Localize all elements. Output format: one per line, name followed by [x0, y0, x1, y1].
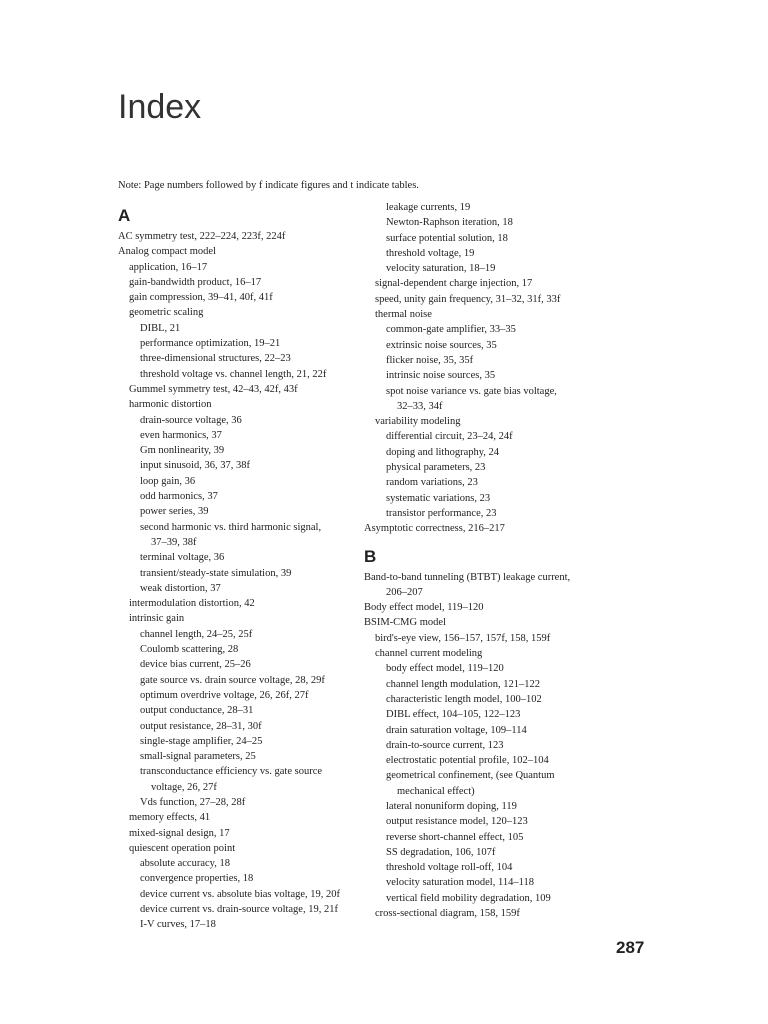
index-entry: three-dimensional structures, 22–23	[140, 353, 291, 365]
index-entry: even harmonics, 37	[140, 429, 222, 441]
index-column-left	[118, 200, 363, 933]
index-entry: BSIM-CMG model	[364, 617, 446, 629]
section-letter: A	[118, 206, 131, 225]
index-entry: Band-to-band tunneling (BTBT) leakage current,	[364, 571, 571, 583]
index-entry: systematic variations, 23	[386, 492, 491, 504]
index-entry: transistor performance, 23	[386, 507, 497, 519]
index-entry: convergence properties, 18	[140, 873, 254, 885]
index-entry: DIBL effect, 104–105, 122–123	[386, 709, 521, 721]
index-entry: Gummel symmetry test, 42–43, 42f, 43f	[129, 383, 298, 395]
index-entry: output resistance model, 120–123	[386, 816, 528, 828]
index-entry: DIBL, 21	[140, 322, 181, 334]
index-entry: cross-sectional diagram, 158, 159f	[375, 908, 520, 920]
index-entry: memory effects, 41	[129, 812, 211, 824]
index-entry: 37–39, 38f	[151, 536, 197, 548]
index-entry: Coulomb scattering, 28	[140, 644, 239, 656]
index-entry: spot noise variance vs. gate bias voltage,	[386, 385, 557, 397]
index-entry: harmonic distortion	[129, 399, 212, 411]
index-entry: intermodulation distortion, 42	[129, 598, 255, 610]
index-entry: output conductance, 28–31	[140, 705, 254, 717]
index-entry: common-gate amplifier, 33–35	[386, 324, 516, 336]
index-entry: second harmonic vs. third harmonic signal,	[140, 521, 322, 533]
index-entry: Body effect model, 119–120	[364, 602, 484, 614]
index-entry: mechanical effect)	[397, 785, 475, 797]
index-entry: leakage currents, 19	[386, 202, 471, 213]
index-entry: quiescent operation point	[129, 842, 236, 854]
index-entry: Vds function, 27–28, 28f	[140, 796, 246, 808]
index-entry: voltage, 26, 27f	[151, 781, 217, 793]
index-entry: drain saturation voltage, 109–114	[386, 724, 527, 736]
index-entry: transconductance efficiency vs. gate source	[140, 766, 323, 778]
index-entry: loop gain, 36	[140, 475, 196, 487]
index-entry: drain-source voltage, 36	[140, 414, 242, 426]
index-entry: doping and lithography, 24	[386, 446, 500, 458]
index-entry: weak distortion, 37	[140, 582, 221, 594]
index-entry: random variations, 23	[386, 477, 478, 489]
index-entry: device current vs. drain-source voltage, 19, 21f	[140, 904, 338, 916]
index-entry: lateral nonuniform doping, 119	[386, 800, 517, 812]
index-entry: electrostatic potential profile, 102–104	[386, 755, 549, 767]
index-entry: device current vs. absolute bias voltage, 19, 20f	[140, 888, 341, 900]
index-entry: input sinusoid, 36, 37, 38f	[140, 460, 250, 472]
index-entry: output resistance, 28–31, 30f	[140, 720, 262, 732]
index-entry: bird's-eye view, 156–157, 157f, 158, 159f	[375, 632, 551, 644]
index-entry: mixed-signal design, 17	[129, 827, 230, 839]
index-entry: 206–207	[386, 586, 423, 598]
index-entry: geometric scaling	[129, 307, 204, 319]
page-number: 287	[616, 938, 645, 957]
index-entry: Gm nonlinearity, 39	[140, 445, 225, 457]
index-entry: signal-dependent charge injection, 17	[375, 278, 533, 290]
index-entry: threshold voltage roll-off, 104	[386, 862, 513, 874]
index-entry: optimum overdrive voltage, 26, 26f, 27f	[140, 689, 309, 701]
index-entry: small-signal parameters, 25	[140, 751, 256, 763]
index-entry: Asymptotic correctness, 216–217	[364, 523, 505, 535]
index-entry: channel length modulation, 121–122	[386, 678, 540, 690]
index-entry: surface potential solution, 18	[386, 232, 508, 244]
section-letter: B	[364, 546, 377, 566]
index-entry: reverse short-channel effect, 105	[386, 831, 524, 843]
index-entry: intrinsic gain	[129, 613, 185, 625]
index-entry: gain-bandwidth product, 16–17	[129, 276, 262, 288]
index-entry: SS degradation, 106, 107f	[386, 846, 496, 858]
index-entry: Analog compact model	[118, 246, 216, 258]
index-entry: geometrical confinement, (see Quantum	[386, 770, 555, 782]
index-entry: threshold voltage vs. channel length, 21, 22f	[140, 368, 327, 380]
index-column-right	[364, 200, 654, 921]
index-note: Note: Page numbers followed by f indicate figures and t indicate tables.	[118, 180, 419, 191]
index-entry: single-stage amplifier, 24–25	[140, 735, 263, 747]
index-entry: odd harmonics, 37	[140, 491, 218, 503]
index-entry: transient/steady-state simulation, 39	[140, 567, 292, 579]
index-entry: Newton-Raphson iteration, 18	[386, 217, 513, 229]
index-entry: extrinsic noise sources, 35	[386, 339, 497, 351]
index-entry: absolute accuracy, 18	[140, 858, 230, 870]
index-entry: channel current modeling	[375, 648, 483, 660]
index-entry: gain compression, 39–41, 40f, 41f	[129, 292, 273, 304]
index-entry: I-V curves, 17–18	[140, 919, 216, 931]
index-entry: characteristic length model, 100–102	[386, 693, 542, 705]
index-entry: physical parameters, 23	[386, 462, 486, 474]
index-entry: velocity saturation model, 114–118	[386, 877, 534, 889]
index-entry: power series, 39	[140, 506, 209, 518]
index-entry: speed, unity gain frequency, 31–32, 31f, 33f	[375, 293, 561, 305]
index-entry: gate source vs. drain source voltage, 28, 29f	[140, 674, 325, 686]
index-entry: intrinsic noise sources, 35	[386, 370, 496, 382]
index-entry: terminal voltage, 36	[140, 552, 225, 564]
index-entry: 32–33, 34f	[397, 400, 443, 412]
index-entry: device bias current, 25–26	[140, 659, 251, 671]
index-entry: threshold voltage, 19	[386, 247, 475, 259]
index-entry: velocity saturation, 18–19	[386, 263, 496, 275]
index-entry: channel length, 24–25, 25f	[140, 628, 253, 640]
index-entry: flicker noise, 35, 35f	[386, 354, 474, 366]
index-entry: AC symmetry test, 222–224, 223f, 224f	[118, 231, 286, 242]
index-entry: performance optimization, 19–21	[140, 338, 281, 350]
index-entry: differential circuit, 23–24, 24f	[386, 431, 513, 443]
index-entry: application, 16–17	[129, 261, 208, 273]
index-entry: vertical field mobility degradation, 109	[386, 892, 551, 904]
index-entry: thermal noise	[375, 309, 432, 321]
page-title: Index	[118, 88, 202, 126]
index-entry: drain-to-source current, 123	[386, 739, 504, 751]
index-entry: body effect model, 119–120	[386, 663, 504, 675]
index-entry: variability modeling	[375, 416, 461, 428]
